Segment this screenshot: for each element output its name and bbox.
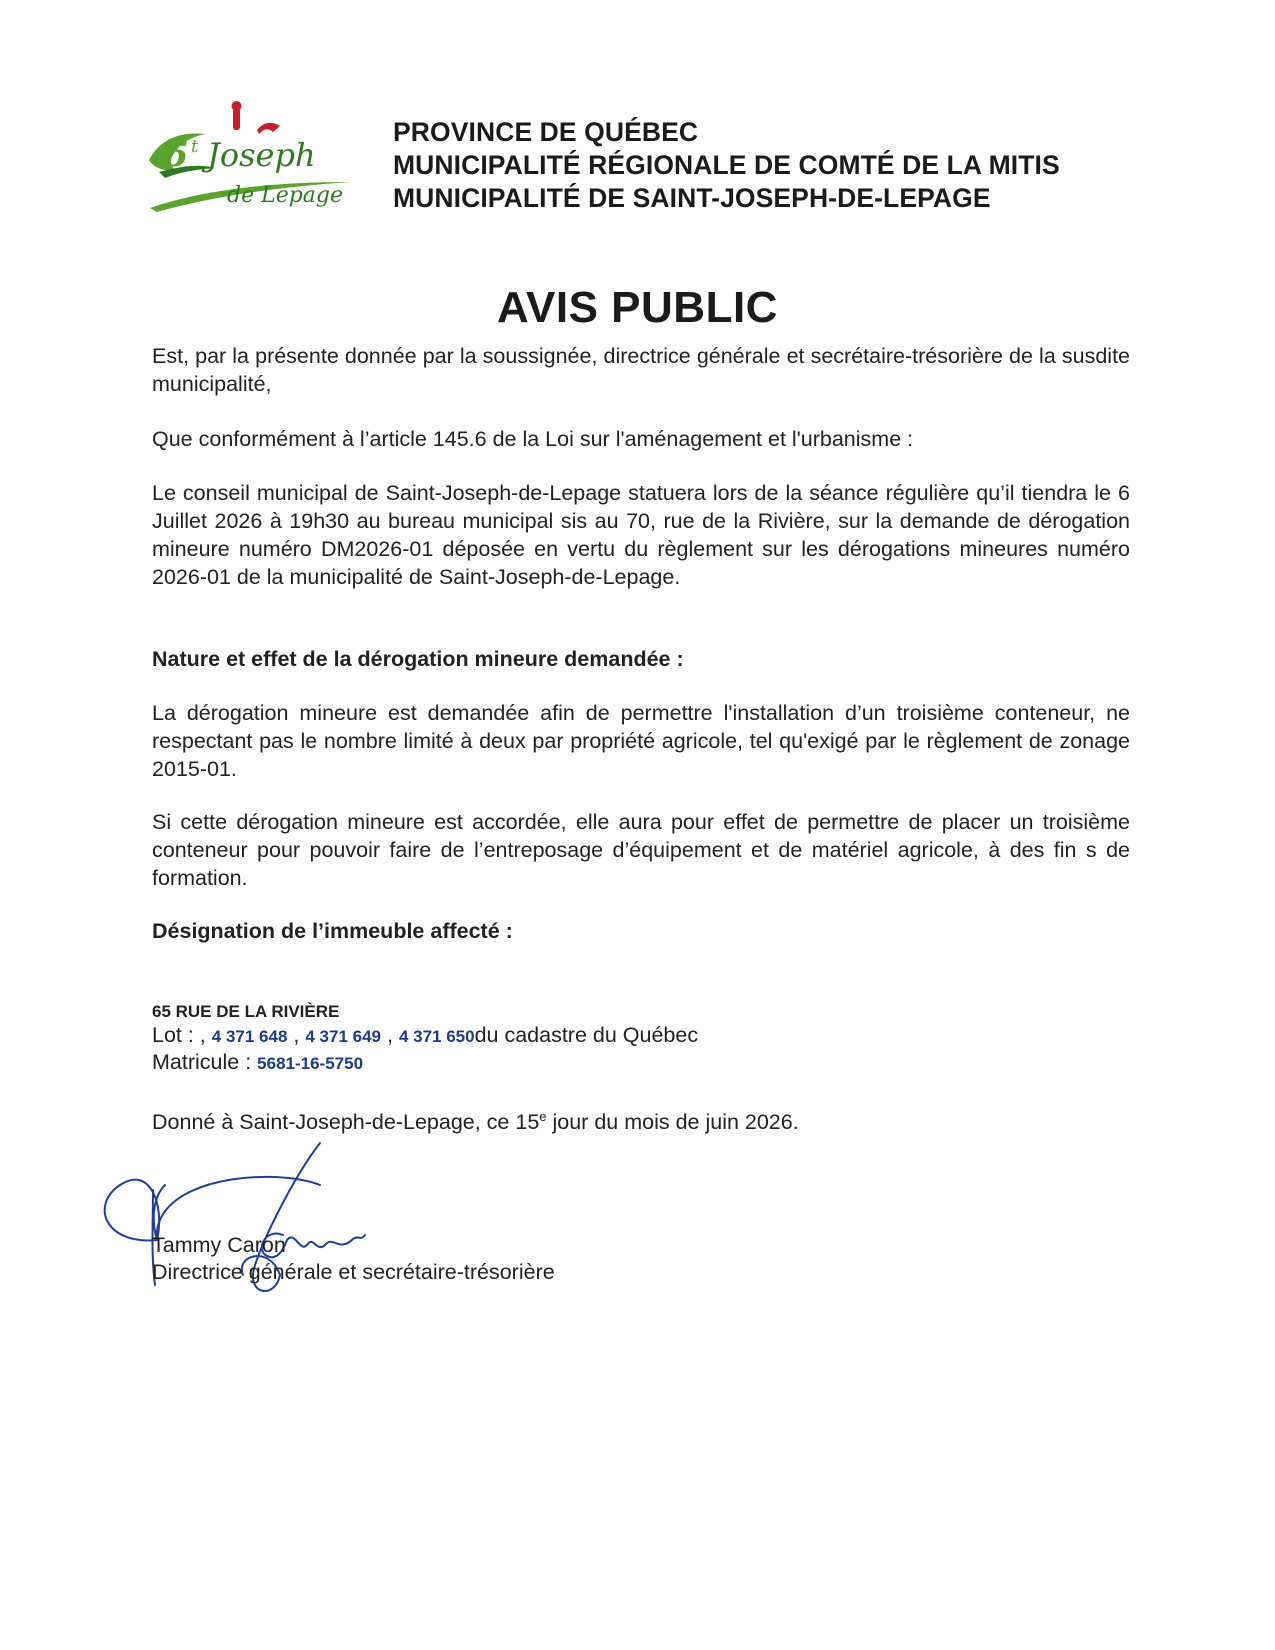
given-date-text: jour du mois de juin 2026.: [546, 1110, 799, 1135]
lot-suffix: du cadastre du Québec: [474, 1023, 699, 1047]
matricule-line: [152, 1048, 363, 1078]
svg-text:t: t: [191, 136, 199, 157]
municipality-logo: [145, 100, 355, 220]
letterhead: [393, 116, 1060, 215]
lot-separator: ,: [287, 1023, 300, 1047]
lot-number: 4 371 649: [305, 1027, 381, 1046]
province-line: PROVINCE DE QUÉBEC: [393, 117, 699, 147]
lot-label: Lot : ,: [152, 1023, 206, 1047]
lot-number: 4 371 648: [211, 1027, 288, 1046]
given-at-line: [152, 1103, 799, 1136]
matricule-number: 5681-16-5750: [257, 1054, 364, 1073]
logo-text-main: Joseph: [207, 136, 316, 174]
svg-text:5: 5: [165, 135, 189, 175]
property-address: 65 RUE DE LA RIVIÈRE: [152, 1002, 340, 1021]
lot-line: [152, 1021, 698, 1051]
given-at-text: Donné à Saint-Joseph-de-Lepage, ce 15: [152, 1110, 540, 1135]
signatory-role: Directrice générale et secrétaire-trésorière: [152, 1260, 555, 1284]
nature-heading: Nature et effet de la dérogation mineure demandée :: [152, 647, 684, 671]
municipality-line: MUNICIPALITÉ DE SAINT-JOSEPH-DE-LEPAGE: [393, 183, 991, 213]
lot-separator: ,: [381, 1023, 393, 1047]
intro-paragraph: Est, par la présente donnée par la soussignée, directrice générale et secrétaire-trésorière de la susdite municipalité,: [152, 344, 1130, 396]
council-paragraph: Le conseil municipal de Saint-Joseph-de-Lepage statuera lors de la séance régulière qu’il tiendra le 6 Juillet 2026 à 19h30 au bureau municipal sis au 70, rue de la Rivière, sur la demande de dérogation mineure numéro DM2026-01 déposée en vertu du règlement sur les dérogations mineures numéro 2026-01 de la municipalité de Saint-Joseph-de-Lepage.: [152, 481, 1130, 589]
signature-image: [95, 1135, 395, 1315]
page-title: AVIS PUBLIC: [497, 283, 778, 332]
mrc-line: MUNICIPALITÉ RÉGIONALE DE COMTÉ DE LA MITIS: [393, 150, 1060, 180]
logo-text-sub: de Lepage: [227, 183, 344, 208]
matricule-label: Matricule :: [152, 1050, 252, 1074]
lot-number: 4 371 650: [398, 1027, 475, 1046]
effect-paragraph: Si cette dérogation mineure est accordée, elle aura pour effet de permettre de placer un troisième conteneur pour pouvoir faire de l’entreposage d’équipement et de matériel agricole, à des fin s de formation.: [152, 810, 1130, 890]
ordinal-suffix: e: [539, 1109, 547, 1124]
legal-basis-paragraph: Que conformément à l’article 145.6 de la Loi sur l'aménagement et l'urbanisme :: [152, 427, 914, 451]
nature-paragraph: La dérogation mineure est demandée afin de permettre l'installation d’un troisième conteneur, ne respectant pas le nombre limité à deux par propriété agricole, tel qu'exigé par le règlement de zonage 2015-01.: [152, 701, 1130, 781]
signatory-name: Tammy Caron: [152, 1233, 286, 1257]
designation-heading: Désignation de l’immeuble affecté :: [152, 919, 513, 943]
